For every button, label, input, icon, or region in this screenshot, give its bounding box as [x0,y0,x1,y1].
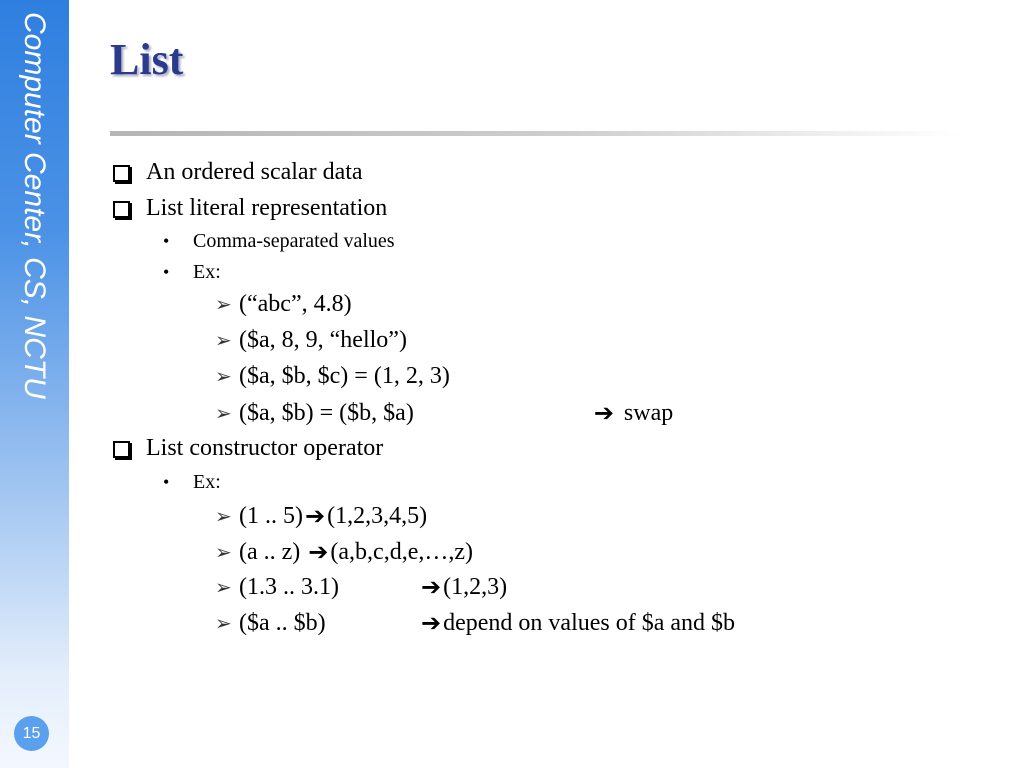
arrowhead-bullet-icon: ➢ [215,330,232,352]
checkbox-square-icon [113,165,130,182]
example-item-swap [215,399,673,427]
sub-bullet-text: Ex: [193,261,221,283]
arrowhead-bullet-icon: ➢ [215,576,232,599]
sub-bullet-text: Comma-separated values [193,230,395,252]
arrowhead-bullet-icon: ➢ [215,366,232,388]
arrowhead-bullet-icon: ➢ [215,294,232,316]
sub-bullet-comma-separated [163,230,395,253]
example-text: ($a .. $b) [239,609,326,636]
bullet-text: List literal representation [146,195,388,221]
bullet-dot-icon: • [163,472,170,492]
example-text: ($a, $b, $c) = (1, 2, 3) [239,363,450,389]
example-result: (a,b,c,d,e,…,z) [330,538,473,565]
example-result: (1,2,3) [443,573,508,600]
example-text: ($a, $b) = ($b, $a) [239,399,414,426]
arrowhead-bullet-icon: ➢ [215,402,232,425]
bullet-list-literal [113,195,387,222]
sidebar-org-label: Computer Center, CS, NCTU [18,12,51,399]
right-arrow-icon: ➔ [304,502,326,530]
slide-title: List [110,35,184,84]
example-item [215,573,507,601]
arrowhead-bullet-icon: ➢ [215,505,232,528]
bullet-list-constructor [113,435,383,462]
example-item [215,363,450,390]
bullet-text: An ordered scalar data [146,159,363,185]
sub-bullet-text: Ex: [193,471,221,493]
right-arrow-icon: ➔ [308,538,329,566]
sub-bullet-ex [163,261,221,284]
arrowhead-bullet-icon: ➢ [215,612,232,635]
right-arrow-icon: ➔ [421,609,442,637]
title-divider [110,131,960,136]
checkbox-square-icon [113,201,130,218]
right-arrow-icon: ➔ [593,399,614,427]
right-arrow-icon: ➔ [421,573,442,601]
page-number-badge: 15 [14,716,49,751]
example-text: (a .. z) [239,538,307,565]
example-text: (1 .. 5) [239,502,303,529]
bullet-dot-icon: • [163,262,170,282]
example-result: depend on values of $a and $b [443,609,736,636]
example-text: (1.3 .. 3.1) [239,573,339,600]
sub-bullet-ex [163,471,221,494]
sidebar [0,0,69,768]
bullet-text: List constructor operator [146,435,384,461]
arrowhead-bullet-icon: ➢ [215,541,232,564]
example-result: (1,2,3,4,5) [327,502,428,529]
example-result: swap [623,399,674,426]
example-text: (“abc”, 4.8) [239,291,352,317]
bullet-dot-icon: • [163,231,170,251]
example-item [215,502,427,530]
example-item [215,538,473,566]
example-item [215,609,735,637]
example-item [215,327,407,354]
checkbox-square-icon [113,441,130,458]
example-item [215,291,352,318]
bullet-ordered-scalar [113,159,363,186]
example-text: ($a, 8, 9, “hello”) [239,327,407,353]
